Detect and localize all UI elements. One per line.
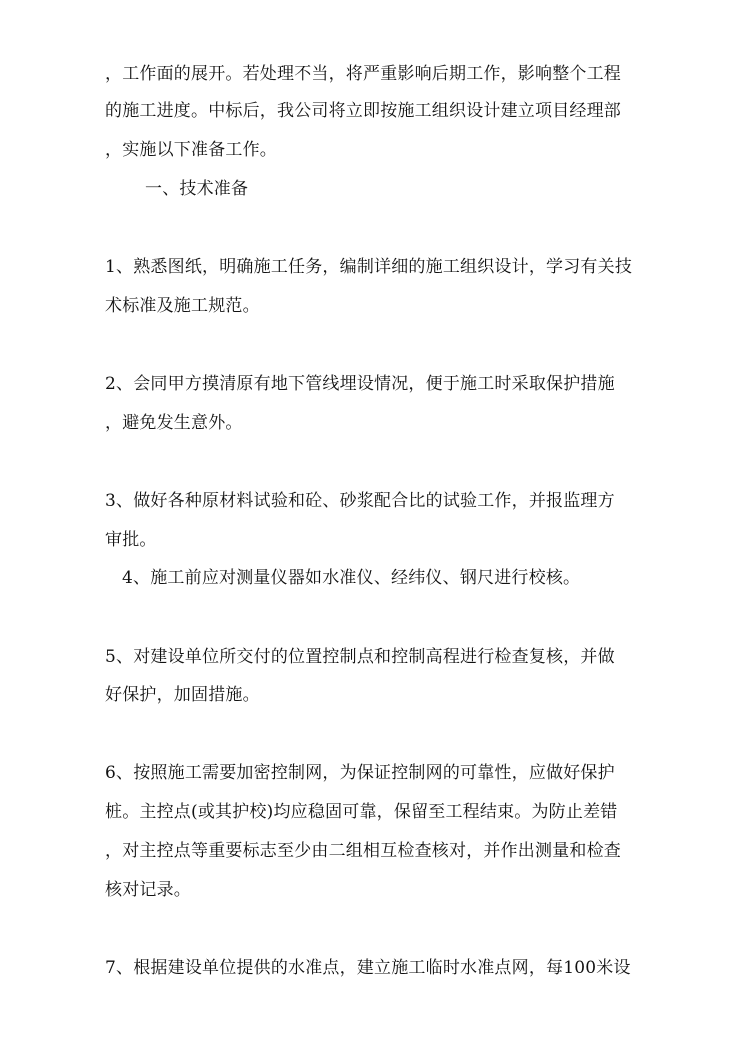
item-3-line-2: 审批。 xyxy=(105,530,157,550)
item-1-line-2: 术标准及施工规范。 xyxy=(105,296,260,316)
item-6-line-3: ，对主控点等重要标志至少由二组相互检查核对，并作出测量和检查 xyxy=(105,841,621,861)
text-line-1: ，工作面的展开。若处理不当，将严重影响后期工作，影响整个工程 xyxy=(105,64,621,84)
item-5-line-2: 好保护，加固措施。 xyxy=(105,685,260,705)
item-2-line-2: ，避免发生意外。 xyxy=(105,413,243,433)
item-6-line-1: 6、按照施工需要加密控制网，为保证控制网的可靠性，应做好保护 xyxy=(105,763,615,783)
item-6-line-2: 桩。主控点(或其护校)均应稳固可靠，保留至工程结束。为防止差错 xyxy=(105,802,618,822)
text-line-3: ，实施以下准备工作。 xyxy=(105,140,277,160)
item-6-line-4: 核对记录。 xyxy=(105,880,191,900)
item-7-line-1: 7、根据建设单位提供的水准点，建立施工临时水准点网，每100米设 xyxy=(105,958,631,978)
item-1-line-1: 1、熟悉图纸，明确施工任务，编制详细的施工组织设计，学习有关技 xyxy=(105,257,633,277)
section-heading: 一、技术准备 xyxy=(145,179,249,199)
text-line-2: 的施工进度。中标后，我公司将立即按施工组织设计建立项目经理部 xyxy=(105,101,621,121)
item-2-line-1: 2、会同甲方摸清原有地下管线埋设情况，便于施工时采取保护措施 xyxy=(105,374,615,394)
item-5-line-1: 5、对建设单位所交付的位置控制点和控制高程进行检查复核，并做 xyxy=(105,647,615,667)
item-4-line-1: 4、施工前应对测量仪器如水准仪、经纬仪、钢尺进行校核。 xyxy=(122,568,581,588)
item-3-line-1: 3、做好各种原材料试验和砼、砂浆配合比的试验工作，并报监理方 xyxy=(105,491,615,511)
